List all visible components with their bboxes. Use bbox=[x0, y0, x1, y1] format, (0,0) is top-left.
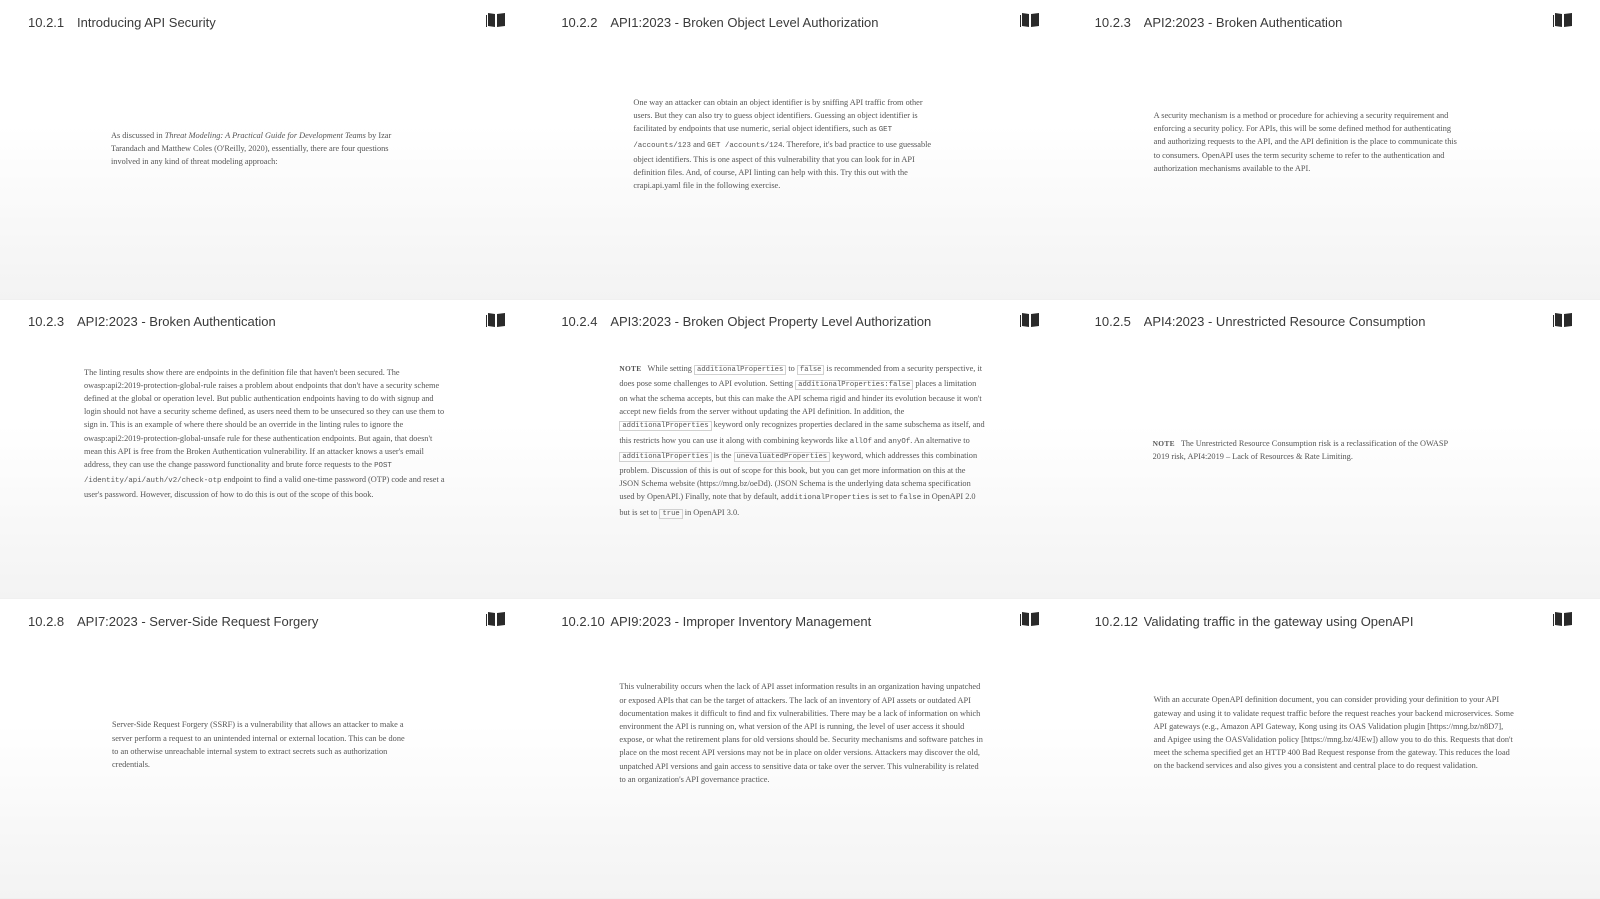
card-header bbox=[561, 611, 1040, 631]
text-run: One way an attacker can obtain an object identifier is by sniffing API traffic from other users. But they can also try to guess object identifiers. Guessing an object identifier is facilitated by endpoints that use numeric, serial object identifiers, such as bbox=[633, 98, 923, 134]
card-header bbox=[28, 312, 507, 332]
code-snippet: false bbox=[797, 365, 825, 375]
section-title: API1:2023 - Broken Object Level Authorization bbox=[610, 14, 879, 30]
code-snippet: additionalProperties bbox=[619, 421, 711, 431]
code-snippet: additionalProperties bbox=[694, 365, 786, 375]
book-icon[interactable] bbox=[1552, 611, 1574, 627]
section-title: API7:2023 - Server-Side Request Forgery bbox=[77, 613, 319, 629]
text-run: is recommended from a security perspective, it does pose some challenges to API evolution. Setting bbox=[619, 363, 983, 388]
section-title: Introducing API Security bbox=[77, 14, 216, 30]
text-run: in OpenAPI 3.0. bbox=[682, 507, 740, 517]
book-icon[interactable] bbox=[485, 12, 507, 28]
book-icon[interactable] bbox=[1019, 312, 1041, 328]
section-title: API2:2023 - Broken Authentication bbox=[77, 314, 276, 330]
code-snippet: unevaluatedProperties bbox=[734, 452, 831, 462]
text-run: in OpenAPI 2.0 but is set to bbox=[619, 492, 976, 517]
code-snippet: anyOf bbox=[888, 437, 911, 446]
section-card[interactable] bbox=[1067, 300, 1600, 600]
code-snippet: true bbox=[659, 509, 682, 519]
section-number: 10.2.1 bbox=[28, 14, 65, 30]
card-header bbox=[28, 12, 507, 32]
text-run: by Izar Tarandach and Matthew Coles (O'Reilly, 2020), essentially, there are four questions involved in any kind of threat modeling approach: bbox=[111, 131, 392, 167]
section-title: API9:2023 - Improper Inventory Management bbox=[610, 613, 872, 629]
book-title-italic: Threat Modeling: A Practical Guide for Development Teams bbox=[164, 131, 366, 140]
code-snippet: GET /accounts/124 bbox=[707, 141, 783, 150]
text-run: The Unrestricted Resource Consumption risk is a reclassification of the OWASP 2019 risk, API4:2019 – Lack of Resources & Rate Limiting. bbox=[1152, 438, 1448, 461]
code-snippet: additionalProperties bbox=[619, 452, 711, 462]
excerpt-text: A security mechanism is a method or procedure for achieving a security requirement and enforcing a security policy. For APIs, this will be some defined method for authenticating and authorizing requests to the API, and the API definition is the place to communicate this to consumers. OpenAPI uses the term security scheme to refer to the authentication and authorization mechanisms available to the API. bbox=[1153, 111, 1457, 173]
code-snippet: additionalProperties bbox=[780, 494, 870, 503]
code-snippet: additionalProperties:false bbox=[795, 380, 913, 390]
section-card[interactable] bbox=[0, 599, 533, 899]
card-header bbox=[1095, 611, 1574, 631]
section-title: API3:2023 - Broken Object Property Level Authorization bbox=[610, 314, 932, 330]
text-run: places a limitation on what the schema accepts, but this can make the API schema rigid and hinder its evolution because it won't accept new fields from the server without updating the API definition. In addition, the bbox=[619, 378, 982, 417]
section-number: 10.2.8 bbox=[28, 613, 65, 629]
section-number: 10.2.3 bbox=[1094, 14, 1131, 30]
excerpt-text: With an accurate OpenAPI definition document, you can consider providing your definition to your API gateway and using it to validate request traffic before the request reaches your backend microservices. Some API gateways (e.g., Amazon API Gateway, Kong using its OAS Validation plugin [https://mng.bz/n8D7], and Apigee using the OASValidation policy [https://mng.bz/4JEw]) allow you to do this. Requests that don't meet the schema specified get an HTTP 400 Bad Request response from the gateway. This reduces the load on the backend services and also gives you a consistent and central place to do request validation. bbox=[1153, 695, 1514, 771]
excerpt-text bbox=[111, 129, 411, 169]
note-text bbox=[1153, 437, 1465, 463]
excerpt-text: This vulnerability occurs when the lack of API asset information results in an organization having unpatched or exposed APIs that can be the target of attackers. The lack of an inventory of API assets or outdated API documentation makes it difficult to find and fix vulnerabilities. There may be a lack of information on which environment the API is running on, what version of the API is running, the level of user access it should expose, or what the retirement plans for old versions should be. Security mechanisms and software patches in place on the most recent API versions may not be in place on older versions. Attackers may discover the old, unpatched API versions and gain access to sensitive data or take over the server. This vulnerability is related to an organization's API governance practice. bbox=[619, 682, 983, 784]
card-header bbox=[561, 12, 1040, 32]
text-run: As discussed in bbox=[111, 131, 165, 140]
section-number: 10.2.10 bbox=[561, 613, 605, 629]
book-icon[interactable] bbox=[1019, 611, 1041, 627]
text-run: and bbox=[871, 435, 889, 445]
text-run: keyword, which addresses this combination problem. Discussion of this is out of scope for this book, but you can get more information on this at the JSON Schema website (https://mng.bz/oeDd). (JSON Schema is the underlying data schema specification used by OpenAPI.) Finally, note that by default, bbox=[619, 450, 978, 502]
section-card[interactable] bbox=[533, 599, 1066, 899]
text-run: is the bbox=[711, 450, 734, 460]
book-icon[interactable] bbox=[485, 611, 507, 627]
section-card[interactable] bbox=[0, 0, 533, 300]
card-header bbox=[1095, 312, 1574, 332]
text-run: . Therefore, it's bad practice to use guessable object identifiers. This is one aspect of this vulnerability that you can look for in API definition files. And, of course, API linting can help with this. Try this out with the crapi.api.yaml file in the following exercise. bbox=[633, 139, 932, 191]
section-card[interactable] bbox=[1067, 599, 1600, 899]
text-run: and bbox=[691, 139, 708, 149]
code-snippet: false bbox=[899, 494, 922, 503]
book-icon[interactable] bbox=[485, 312, 507, 328]
note-label: NOTE bbox=[619, 363, 642, 373]
section-card[interactable] bbox=[1067, 0, 1600, 300]
text-run: keyword only recognizes properties declared in the same subschema as itself, and this restricts how you can use it along with combining keywords like bbox=[619, 420, 985, 445]
book-icon[interactable] bbox=[1552, 12, 1574, 28]
section-title: Validating traffic in the gateway using OpenAPI bbox=[1143, 613, 1414, 629]
section-number: 10.2.5 bbox=[1094, 314, 1131, 330]
text-run: is set to bbox=[869, 492, 899, 502]
book-icon[interactable] bbox=[1552, 312, 1574, 328]
section-card[interactable] bbox=[533, 300, 1066, 600]
code-snippet: allOf bbox=[849, 437, 872, 446]
section-number: 10.2.3 bbox=[28, 314, 65, 330]
text-run: endpoint to find a valid one-time password (OTP) code and reset a user's password. However, discussion of how to do this is out of the scope of this book. bbox=[84, 475, 445, 500]
text-run: The linting results show there are endpoints in the definition file that haven't been secured. The owasp:api2:2019-protection-global-rule raises a problem about endpoints that don't have a security scheme defined at the global or operation level. But public authentication endpoints having to do with signup and login should not have a security scheme defined, as users need them to be unsecured so they can use them to sign in. This is an example of where there should be an override in the linting rules to ignore the owasp:api2:2019-protection-global-unsafe rule for these authentication endpoints. But again, that doesn't mean this API is free from the Broken Authentication vulnerability. If an attacker knows a user's email address, they can use the change password functionality and brute force requests to the bbox=[84, 367, 445, 470]
section-number: 10.2.12 bbox=[1094, 613, 1139, 629]
book-icon[interactable] bbox=[1019, 12, 1041, 28]
section-title: API4:2023 - Unrestricted Resource Consumption bbox=[1143, 314, 1426, 330]
note-text bbox=[619, 362, 985, 521]
section-number: 10.2.2 bbox=[561, 14, 598, 30]
card-header bbox=[28, 611, 507, 631]
excerpt-text: Server-Side Request Forgery (SSRF) is a vulnerability that allows an attacker to make a server perform a request to an unintended internal or external location. This can be done to an otherwise unreachable internal system to extract secrets such as authorization credentials. bbox=[112, 720, 405, 769]
section-title: API2:2023 - Broken Authentication bbox=[1143, 14, 1343, 30]
text-run: to bbox=[786, 363, 797, 373]
code-snippet: GET /accounts/123 bbox=[633, 126, 893, 150]
text-run: . An alternative to bbox=[910, 435, 970, 445]
text-run: While setting bbox=[647, 363, 695, 373]
code-snippet: POST /identity/api/auth/v2/check-otp bbox=[84, 462, 392, 486]
section-card[interactable] bbox=[533, 0, 1066, 300]
excerpt-text bbox=[633, 96, 941, 192]
card-header bbox=[1095, 12, 1574, 32]
note-label: NOTE bbox=[1152, 438, 1175, 448]
excerpt-text bbox=[84, 366, 446, 502]
section-number: 10.2.4 bbox=[561, 314, 598, 330]
card-header bbox=[561, 312, 1040, 332]
section-card[interactable] bbox=[0, 300, 533, 600]
